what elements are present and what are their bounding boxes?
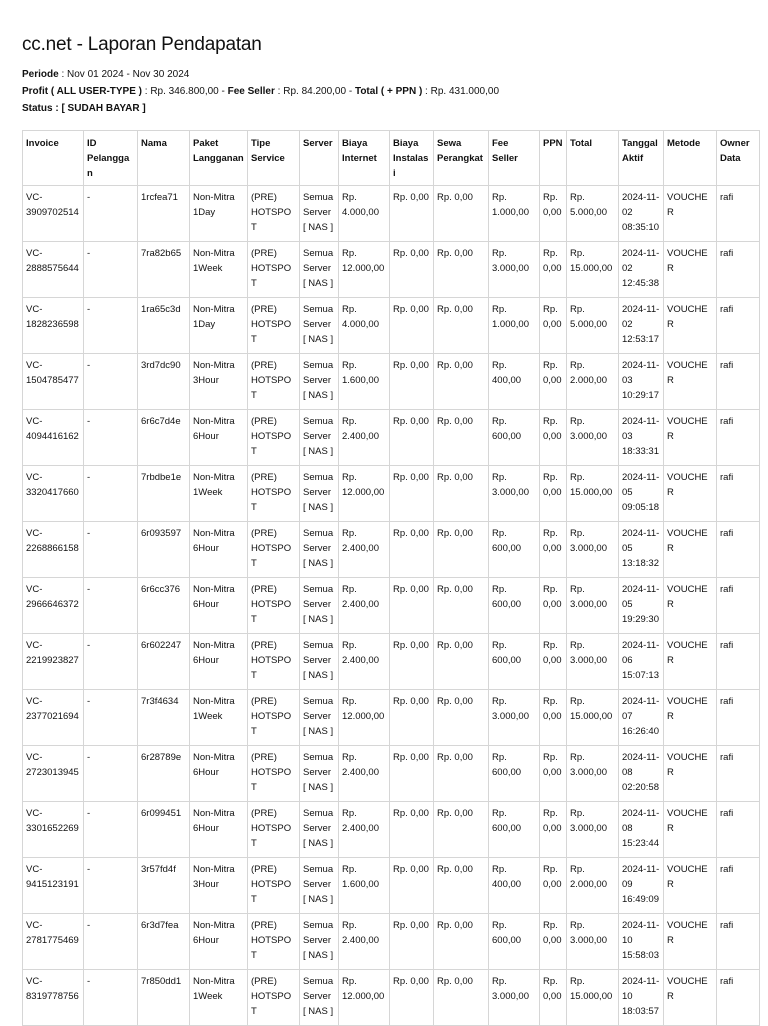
table-header-row [23,131,760,186]
cell-nama: 7rbdbe1e [138,466,190,522]
cell-nama: 6r28789e [138,746,190,802]
cell-server: Semua Server [ NAS ] [300,970,339,1026]
cell-id: - [84,242,138,298]
cell-id: - [84,298,138,354]
column-header: Metode [664,131,717,186]
cell-paket: Non-Mitra 1Day [190,186,248,242]
cell-ppn: Rp. 0,00 [540,746,567,802]
table-row [23,914,760,970]
cell-id: - [84,578,138,634]
table-row [23,466,760,522]
cell-paket: Non-Mitra 1Week [190,466,248,522]
cell-paket: Non-Mitra 3Hour [190,858,248,914]
status-value: : [ SUDAH BAYAR ] [52,103,146,114]
column-header: Biaya Internet [339,131,390,186]
cell-nama: 6r093597 [138,522,190,578]
cell-fee: Rp. 600,00 [489,914,540,970]
cell-nama: 1rcfea71 [138,186,190,242]
cell-tipe: (PRE) HOTSPOT [248,298,300,354]
cell-fee: Rp. 400,00 [489,354,540,410]
cell-id: - [84,410,138,466]
cell-tanggal: 2024-11-05 13:18:32 [619,522,664,578]
cell-paket: Non-Mitra 6Hour [190,802,248,858]
table-row [23,690,760,746]
cell-instalasi: Rp. 0,00 [390,298,434,354]
column-header: PPN [540,131,567,186]
status-line [22,100,758,117]
cell-ppn: Rp. 0,00 [540,410,567,466]
table-row [23,578,760,634]
cell-tanggal: 2024-11-07 16:26:40 [619,690,664,746]
cell-owner: rafi [717,746,760,802]
cell-paket: Non-Mitra 1Week [190,970,248,1026]
cell-metode: VOUCHER [664,410,717,466]
table-row [23,242,760,298]
cell-fee: Rp. 600,00 [489,634,540,690]
cell-server: Semua Server [ NAS ] [300,914,339,970]
cell-sewa: Rp. 0,00 [434,522,489,578]
column-header: ID Pelanggan [84,131,138,186]
column-header: Biaya Instalasi [390,131,434,186]
cell-total: Rp. 3.000,00 [567,522,619,578]
cell-instalasi: Rp. 0,00 [390,970,434,1026]
cell-instalasi: Rp. 0,00 [390,354,434,410]
cell-id: - [84,690,138,746]
cell-instalasi: Rp. 0,00 [390,186,434,242]
cell-fee: Rp. 3.000,00 [489,690,540,746]
table-row [23,186,760,242]
cell-tipe: (PRE) HOTSPOT [248,970,300,1026]
cell-tipe: (PRE) HOTSPOT [248,186,300,242]
cell-invoice: VC-2219923827 [23,634,84,690]
cell-fee: Rp. 3.000,00 [489,970,540,1026]
cell-id: - [84,634,138,690]
cell-metode: VOUCHER [664,354,717,410]
cell-tanggal: 2024-11-03 10:29:17 [619,354,664,410]
cell-id: - [84,522,138,578]
cell-internet: Rp. 12.000,00 [339,690,390,746]
column-header: Fee Seller [489,131,540,186]
cell-total: Rp. 15.000,00 [567,690,619,746]
cell-id: - [84,858,138,914]
income-table [22,130,760,1026]
cell-instalasi: Rp. 0,00 [390,242,434,298]
cell-paket: Non-Mitra 6Hour [190,522,248,578]
cell-total: Rp. 3.000,00 [567,410,619,466]
cell-ppn: Rp. 0,00 [540,690,567,746]
cell-internet: Rp. 2.400,00 [339,522,390,578]
cell-server: Semua Server [ NAS ] [300,298,339,354]
cell-owner: rafi [717,186,760,242]
cell-nama: 7ra82b65 [138,242,190,298]
cell-paket: Non-Mitra 6Hour [190,914,248,970]
cell-metode: VOUCHER [664,466,717,522]
cell-id: - [84,466,138,522]
cell-paket: Non-Mitra 1Week [190,690,248,746]
cell-internet: Rp. 12.000,00 [339,242,390,298]
cell-nama: 6r3d7fea [138,914,190,970]
cell-invoice: VC-2377021694 [23,690,84,746]
cell-fee: Rp. 600,00 [489,746,540,802]
cell-fee: Rp. 400,00 [489,858,540,914]
cell-metode: VOUCHER [664,578,717,634]
cell-instalasi: Rp. 0,00 [390,466,434,522]
table-body [23,186,760,1026]
cell-nama: 7r3f4634 [138,690,190,746]
cell-server: Semua Server [ NAS ] [300,690,339,746]
cell-nama: 3rd7dc90 [138,354,190,410]
cell-tanggal: 2024-11-08 15:23:44 [619,802,664,858]
cell-paket: Non-Mitra 1Day [190,298,248,354]
cell-owner: rafi [717,354,760,410]
cell-owner: rafi [717,298,760,354]
cell-instalasi: Rp. 0,00 [390,578,434,634]
page-title: cc.net - Laporan Pendapatan [22,34,262,55]
cell-total: Rp. 3.000,00 [567,746,619,802]
cell-ppn: Rp. 0,00 [540,970,567,1026]
cell-metode: VOUCHER [664,522,717,578]
cell-fee: Rp. 3.000,00 [489,466,540,522]
cell-tipe: (PRE) HOTSPOT [248,634,300,690]
cell-instalasi: Rp. 0,00 [390,634,434,690]
cell-instalasi: Rp. 0,00 [390,802,434,858]
cell-tanggal: 2024-11-02 12:53:17 [619,298,664,354]
cell-paket: Non-Mitra 3Hour [190,354,248,410]
column-header: Total [567,131,619,186]
column-header: Owner Data [717,131,760,186]
cell-invoice: VC-2888575644 [23,242,84,298]
cell-paket: Non-Mitra 6Hour [190,410,248,466]
cell-tipe: (PRE) HOTSPOT [248,690,300,746]
cell-owner: rafi [717,242,760,298]
table-row [23,354,760,410]
cell-id: - [84,354,138,410]
cell-nama: 6r099451 [138,802,190,858]
cell-server: Semua Server [ NAS ] [300,186,339,242]
cell-ppn: Rp. 0,00 [540,858,567,914]
cell-paket: Non-Mitra 1Week [190,242,248,298]
cell-server: Semua Server [ NAS ] [300,858,339,914]
cell-owner: rafi [717,690,760,746]
cell-invoice: VC-3909702514 [23,186,84,242]
cell-internet: Rp. 2.400,00 [339,410,390,466]
cell-metode: VOUCHER [664,970,717,1026]
cell-total: Rp. 3.000,00 [567,578,619,634]
cell-ppn: Rp. 0,00 [540,354,567,410]
cell-server: Semua Server [ NAS ] [300,522,339,578]
cell-ppn: Rp. 0,00 [540,634,567,690]
cell-metode: VOUCHER [664,690,717,746]
cell-nama: 6r602247 [138,634,190,690]
cell-invoice: VC-3301652269 [23,802,84,858]
cell-fee: Rp. 600,00 [489,522,540,578]
cell-ppn: Rp. 0,00 [540,186,567,242]
cell-metode: VOUCHER [664,298,717,354]
cell-ppn: Rp. 0,00 [540,298,567,354]
cell-paket: Non-Mitra 6Hour [190,634,248,690]
cell-id: - [84,802,138,858]
cell-server: Semua Server [ NAS ] [300,578,339,634]
cell-invoice: VC-2781775469 [23,914,84,970]
cell-internet: Rp. 12.000,00 [339,466,390,522]
cell-metode: VOUCHER [664,746,717,802]
cell-nama: 1ra65c3d [138,298,190,354]
cell-tipe: (PRE) HOTSPOT [248,354,300,410]
cell-paket: Non-Mitra 6Hour [190,578,248,634]
cell-owner: rafi [717,578,760,634]
cell-fee: Rp. 3.000,00 [489,242,540,298]
cell-total: Rp. 3.000,00 [567,634,619,690]
column-header: Sewa Perangkat [434,131,489,186]
periode-label: Periode [22,69,59,80]
table-row [23,522,760,578]
cell-invoice: VC-2966646372 [23,578,84,634]
cell-internet: Rp. 4.000,00 [339,298,390,354]
cell-tipe: (PRE) HOTSPOT [248,466,300,522]
total-value: : Rp. 431.000,00 [422,86,500,97]
cell-tipe: (PRE) HOTSPOT [248,410,300,466]
cell-nama: 6r6c7d4e [138,410,190,466]
cell-tanggal: 2024-11-10 15:58:03 [619,914,664,970]
cell-invoice: VC-3320417660 [23,466,84,522]
table-row [23,410,760,466]
cell-sewa: Rp. 0,00 [434,354,489,410]
cell-server: Semua Server [ NAS ] [300,354,339,410]
cell-metode: VOUCHER [664,914,717,970]
column-header: Invoice [23,131,84,186]
cell-sewa: Rp. 0,00 [434,578,489,634]
cell-invoice: VC-2268866158 [23,522,84,578]
cell-owner: rafi [717,802,760,858]
cell-instalasi: Rp. 0,00 [390,522,434,578]
cell-tanggal: 2024-11-05 09:05:18 [619,466,664,522]
cell-tanggal: 2024-11-06 15:07:13 [619,634,664,690]
status-label: Status [22,103,53,114]
cell-ppn: Rp. 0,00 [540,522,567,578]
cell-instalasi: Rp. 0,00 [390,746,434,802]
cell-ppn: Rp. 0,00 [540,578,567,634]
cell-id: - [84,746,138,802]
cell-fee: Rp. 600,00 [489,802,540,858]
cell-invoice: VC-8319778756 [23,970,84,1026]
column-header: Tipe Service [248,131,300,186]
cell-server: Semua Server [ NAS ] [300,242,339,298]
cell-tipe: (PRE) HOTSPOT [248,746,300,802]
cell-owner: rafi [717,970,760,1026]
cell-fee: Rp. 600,00 [489,578,540,634]
cell-internet: Rp. 2.400,00 [339,746,390,802]
cell-total: Rp. 3.000,00 [567,802,619,858]
cell-sewa: Rp. 0,00 [434,466,489,522]
cell-metode: VOUCHER [664,186,717,242]
cell-tipe: (PRE) HOTSPOT [248,802,300,858]
cell-id: - [84,186,138,242]
cell-metode: VOUCHER [664,858,717,914]
cell-id: - [84,914,138,970]
cell-owner: rafi [717,914,760,970]
cell-ppn: Rp. 0,00 [540,242,567,298]
cell-owner: rafi [717,522,760,578]
profit-value: : Rp. 346.800,00 - [142,86,228,97]
cell-owner: rafi [717,466,760,522]
profit-line [22,83,758,100]
cell-tipe: (PRE) HOTSPOT [248,522,300,578]
cell-invoice: VC-1828236598 [23,298,84,354]
cell-nama: 3r57fd4f [138,858,190,914]
cell-internet: Rp. 2.400,00 [339,802,390,858]
cell-ppn: Rp. 0,00 [540,802,567,858]
cell-paket: Non-Mitra 6Hour [190,746,248,802]
cell-internet: Rp. 4.000,00 [339,186,390,242]
profit-label: Profit ( ALL USER-TYPE ) [22,86,142,97]
total-label: Total ( + PPN ) [354,86,423,97]
cell-metode: VOUCHER [664,242,717,298]
cell-ppn: Rp. 0,00 [540,914,567,970]
cell-total: Rp. 15.000,00 [567,242,619,298]
cell-server: Semua Server [ NAS ] [300,802,339,858]
cell-internet: Rp. 1.600,00 [339,354,390,410]
cell-tanggal: 2024-11-05 19:29:30 [619,578,664,634]
cell-sewa: Rp. 0,00 [434,186,489,242]
cell-invoice: VC-1504785477 [23,354,84,410]
cell-tanggal: 2024-11-03 18:33:31 [619,410,664,466]
cell-internet: Rp. 1.600,00 [339,858,390,914]
cell-tanggal: 2024-11-09 16:49:09 [619,858,664,914]
cell-metode: VOUCHER [664,802,717,858]
cell-tipe: (PRE) HOTSPOT [248,858,300,914]
table-row [23,802,760,858]
cell-nama: 6r6cc376 [138,578,190,634]
table-row [23,298,760,354]
cell-sewa: Rp. 0,00 [434,914,489,970]
cell-sewa: Rp. 0,00 [434,242,489,298]
cell-tipe: (PRE) HOTSPOT [248,242,300,298]
cell-total: Rp. 5.000,00 [567,298,619,354]
table-row [23,634,760,690]
cell-total: Rp. 3.000,00 [567,914,619,970]
cell-instalasi: Rp. 0,00 [390,858,434,914]
cell-total: Rp. 2.000,00 [567,858,619,914]
periode-line [22,66,758,83]
cell-id: - [84,970,138,1026]
cell-internet: Rp. 2.400,00 [339,634,390,690]
cell-server: Semua Server [ NAS ] [300,466,339,522]
cell-owner: rafi [717,410,760,466]
cell-sewa: Rp. 0,00 [434,858,489,914]
cell-tipe: (PRE) HOTSPOT [248,578,300,634]
cell-server: Semua Server [ NAS ] [300,746,339,802]
cell-sewa: Rp. 0,00 [434,802,489,858]
column-header: Server [300,131,339,186]
report-meta [22,66,758,117]
cell-sewa: Rp. 0,00 [434,298,489,354]
cell-sewa: Rp. 0,00 [434,970,489,1026]
cell-instalasi: Rp. 0,00 [390,914,434,970]
cell-owner: rafi [717,858,760,914]
fee-seller-value: : Rp. 84.200,00 - [274,86,355,97]
cell-internet: Rp. 2.400,00 [339,914,390,970]
column-header: Paket Langganan [190,131,248,186]
cell-sewa: Rp. 0,00 [434,690,489,746]
cell-internet: Rp. 2.400,00 [339,578,390,634]
cell-sewa: Rp. 0,00 [434,410,489,466]
cell-fee: Rp. 600,00 [489,410,540,466]
cell-invoice: VC-9415123191 [23,858,84,914]
cell-sewa: Rp. 0,00 [434,634,489,690]
fee-seller-label: Fee Seller [227,86,275,97]
cell-tanggal: 2024-11-10 18:03:57 [619,970,664,1026]
column-header: Tanggal Aktif [619,131,664,186]
cell-total: Rp. 2.000,00 [567,354,619,410]
cell-owner: rafi [717,634,760,690]
cell-tanggal: 2024-11-02 08:35:10 [619,186,664,242]
cell-internet: Rp. 12.000,00 [339,970,390,1026]
cell-metode: VOUCHER [664,634,717,690]
cell-total: Rp. 15.000,00 [567,970,619,1026]
table-row [23,970,760,1026]
cell-invoice: VC-2723013945 [23,746,84,802]
cell-instalasi: Rp. 0,00 [390,690,434,746]
cell-tanggal: 2024-11-02 12:45:38 [619,242,664,298]
cell-instalasi: Rp. 0,00 [390,410,434,466]
cell-total: Rp. 15.000,00 [567,466,619,522]
cell-invoice: VC-4094416162 [23,410,84,466]
cell-sewa: Rp. 0,00 [434,746,489,802]
cell-tanggal: 2024-11-08 02:20:58 [619,746,664,802]
cell-server: Semua Server [ NAS ] [300,410,339,466]
cell-fee: Rp. 1.000,00 [489,298,540,354]
periode-value: : Nov 01 2024 - Nov 30 2024 [58,69,190,80]
cell-fee: Rp. 1.000,00 [489,186,540,242]
table-row [23,746,760,802]
cell-nama: 7r850dd1 [138,970,190,1026]
table-row [23,858,760,914]
cell-tipe: (PRE) HOTSPOT [248,914,300,970]
cell-total: Rp. 5.000,00 [567,186,619,242]
cell-ppn: Rp. 0,00 [540,466,567,522]
column-header: Nama [138,131,190,186]
cell-server: Semua Server [ NAS ] [300,634,339,690]
